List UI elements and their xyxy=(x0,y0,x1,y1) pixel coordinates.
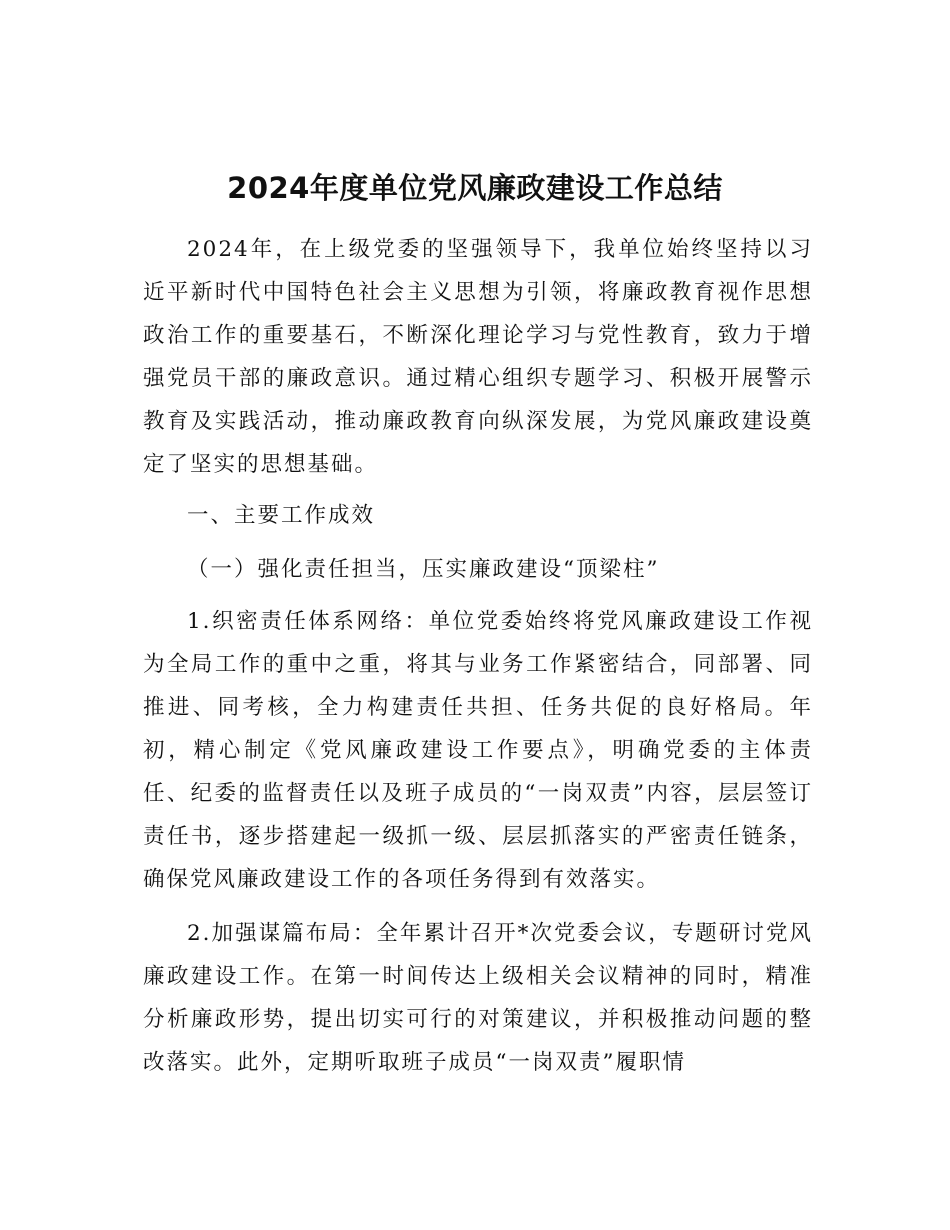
document-title: 2024年度单位党风廉政建设工作总结 xyxy=(227,171,723,205)
item-paragraph-1: 1.织密责任体系网络：单位党委始终将党风廉政建设工作视为全局工作的重中之重，将其与业务工作紧密结合，同部署、同推进、同考核，全力构建责任共担、任务共促的良好格局。年初，精心制定《党风廉政建设工作要点》，明确党委的主体责任、纪委的监督责任以及班子成员的“一岗双责”内容，层层签订责任书，逐步搭建起一级抓一级、层层抓落实的严密责任链条，确保党风廉政建设工作的各项任务得到有效落实。 xyxy=(143,609,813,892)
item-paragraph-2: 2.加强谋篇布局：全年累计召开*次党委会议，专题研讨党风廉政建设工作。在第一时间传达上级相关会议精神的同时，精准分析廉政形势，提出切实可行的对策建议，并积极推动问题的整改落实。此外，定期听取班子成员“一岗双责”履职情 xyxy=(143,921,813,1075)
intro-paragraph: 2024年，在上级党委的坚强领导下，我单位始终坚持以习近平新时代中国特色社会主义思想为引领，将廉政教育视作思想政治工作的重要基石，不断深化理论学习与党性教育，致力于增强党员干部的廉政意识。通过精心组织专题学习、积极开展警示教育及实践活动，推动廉政教育向纵深发展，为党风廉政建设奠定了坚实的思想基础。 xyxy=(143,237,813,477)
section-heading: 一、主要工作成效 xyxy=(187,503,376,528)
subsection-heading: （一）强化责任担当，压实廉政建设“顶梁柱” xyxy=(187,557,660,582)
